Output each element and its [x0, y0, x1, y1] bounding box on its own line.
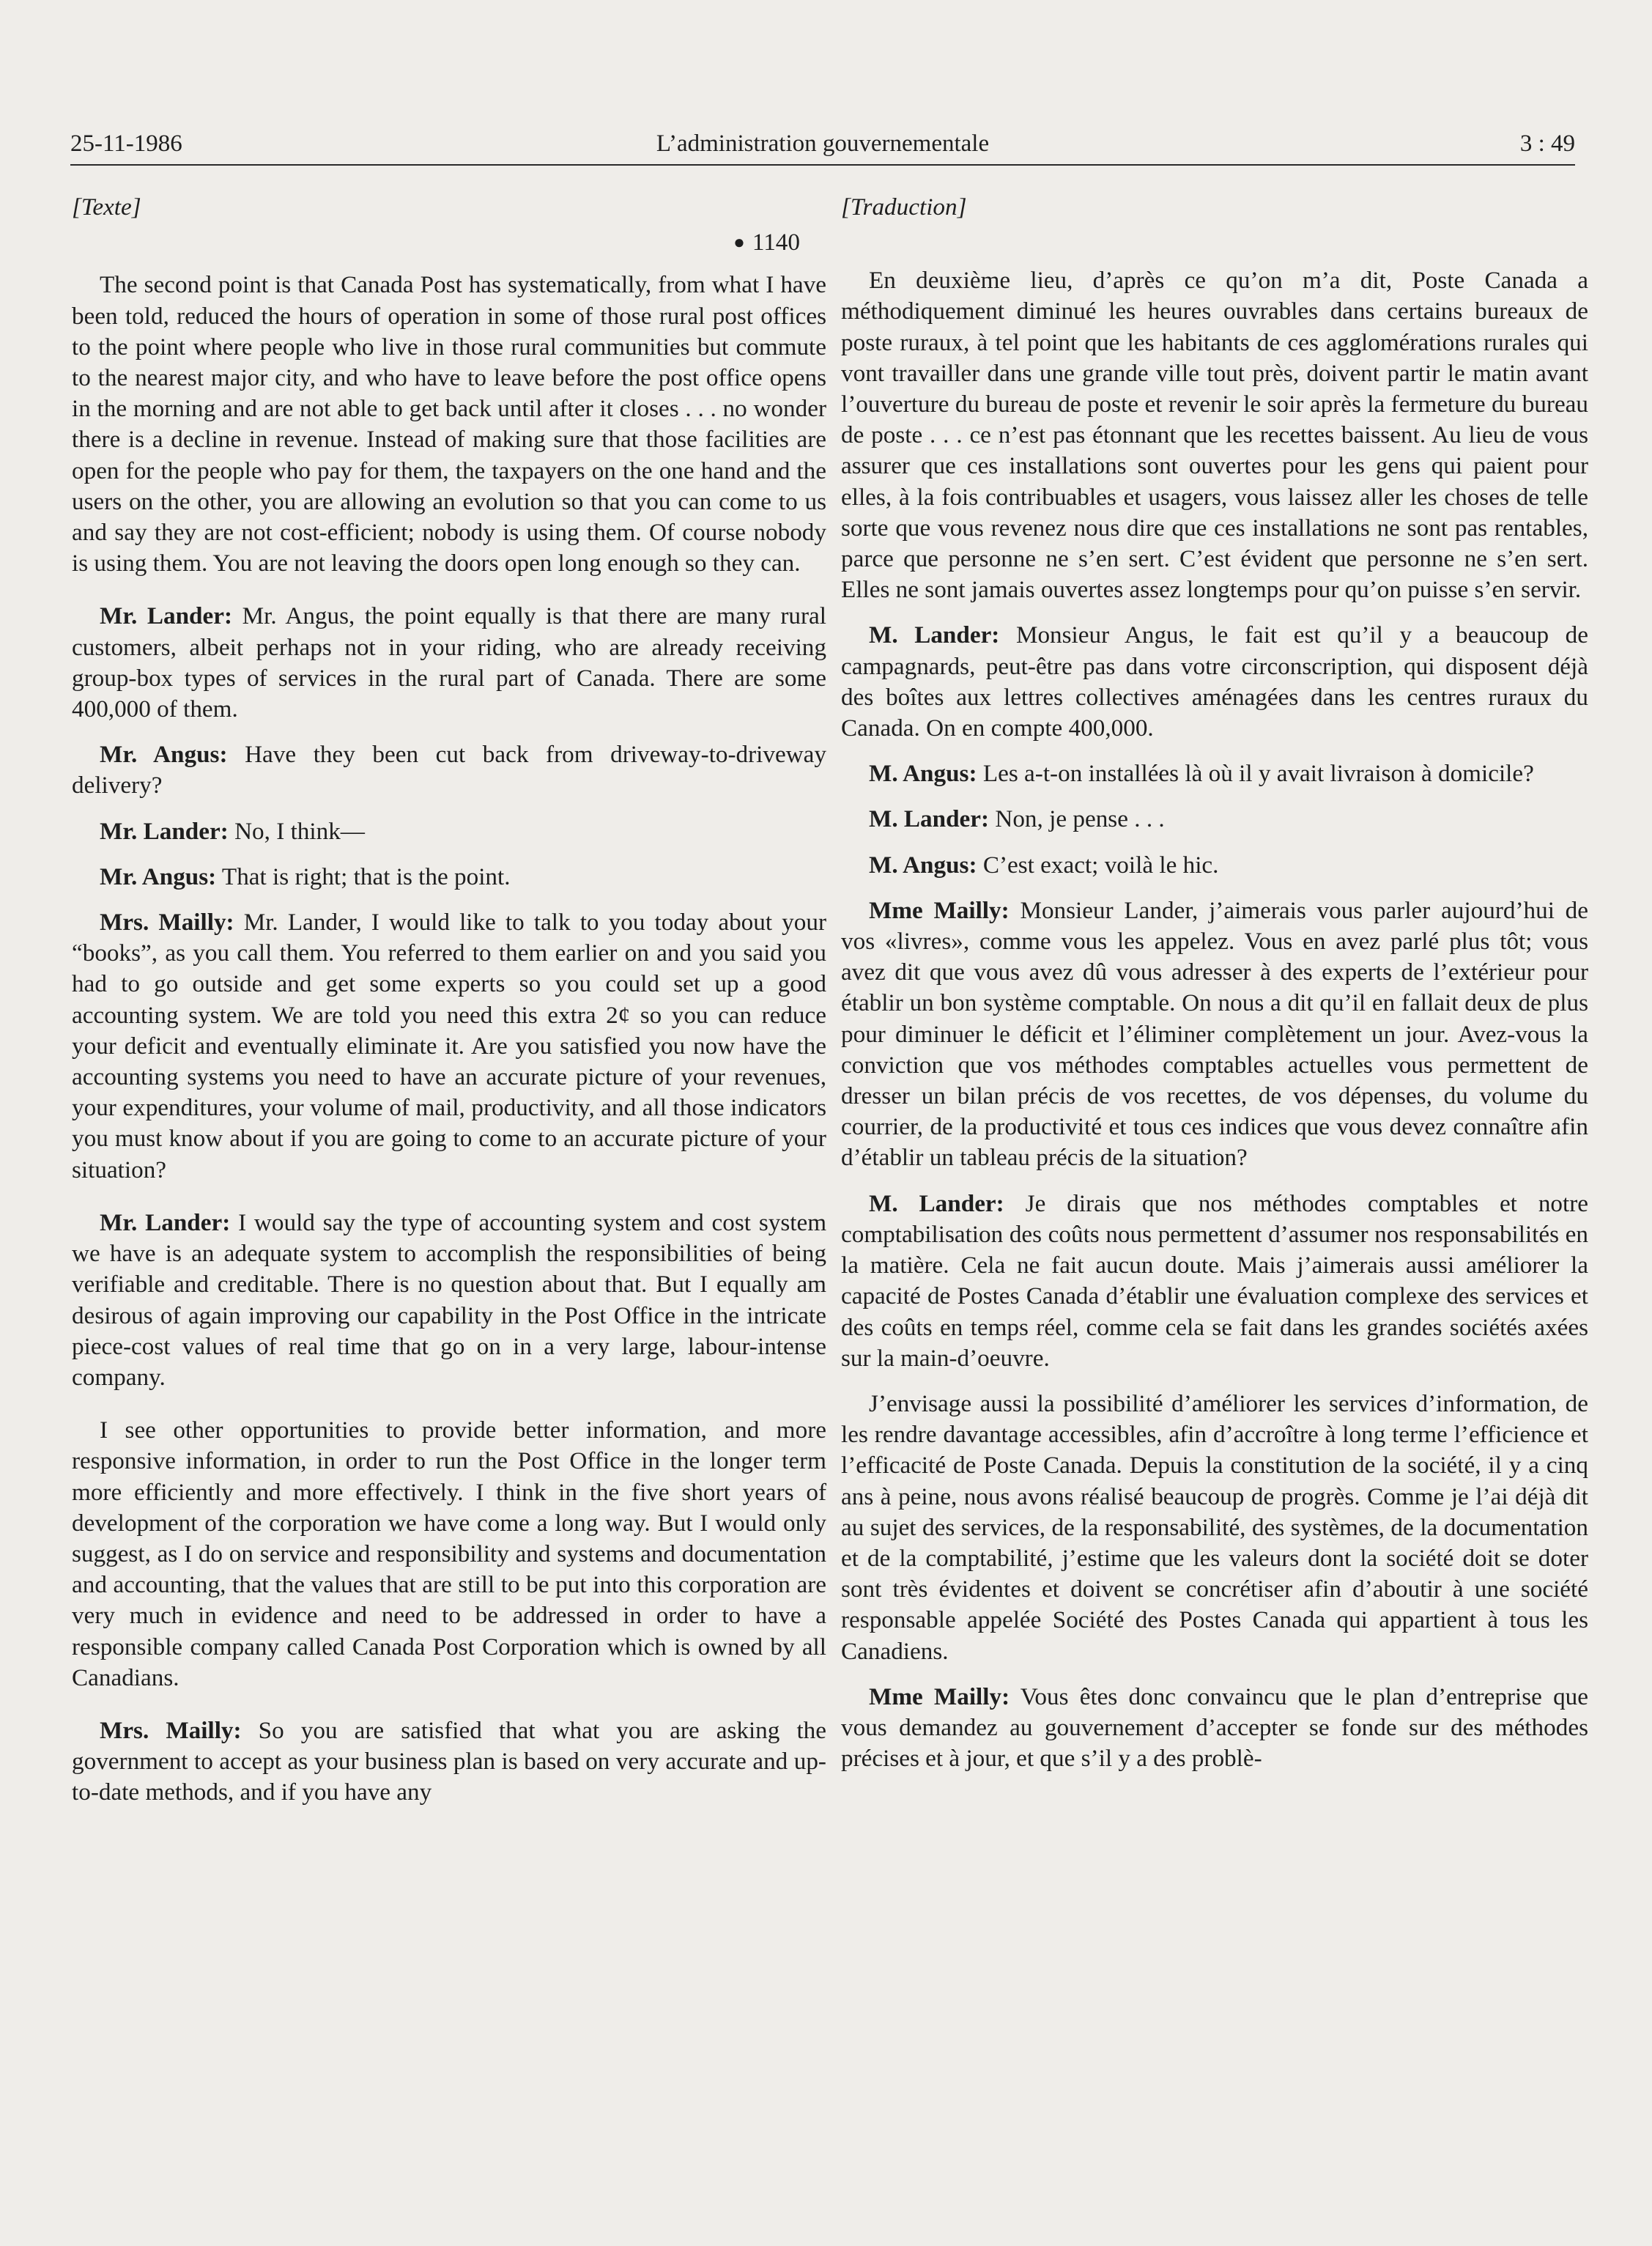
speaker-name: Mrs. Mailly:	[100, 909, 234, 937]
paragraph-text: Monsieur Lander, j’aimerais vous parler aujourd’hui de vos «livres», comme vous les appelez. Vous en avez parlé plus tôt; vous avez dit que vous avez dû vous adresser à des experts de l’extérieur pour établir un bon système comptable. On nous a dit qu’il en fallait deux de plus pour diminuer le déficit et l’éliminer complètement un jour. Avez-vous la conviction que vos méthodes comptables actuelles vous permettent de dresser un bilan précis de vos recettes, de vos dépenses, du volume du courrier, de la productivité et tous ces indices que vous devez connaître afin d’établir un tableau précis de la situation?	[841, 896, 1588, 1172]
paragraph	[72, 1208, 826, 1393]
paragraph	[72, 907, 826, 1186]
paragraph	[841, 804, 1588, 835]
timestamp-marker	[72, 227, 826, 258]
paragraph	[72, 270, 826, 579]
page-header	[70, 125, 1575, 163]
speaker-name: Mr. Angus:	[100, 862, 217, 890]
paragraph	[72, 739, 826, 801]
paragraph	[841, 850, 1588, 881]
paragraph-text: I would say the type of accounting system and cost system we have is an adequate system to accomplish the responsibilities of being verifiable and creditable. There is no question about that. But I equally am desirous of again improving our capability in the Post Office in the intricate piece-cost values of real time that go on in a very large, labour-intense company.	[72, 1208, 827, 1391]
speaker-name: M. Lander:	[869, 621, 1000, 649]
header-page-number: 3 : 49	[1519, 130, 1575, 157]
paragraph	[72, 816, 826, 847]
paragraph-text: Non, je pense . . .	[995, 805, 1165, 833]
translation-marker: [Traduction]	[841, 193, 967, 221]
speaker-name: M. Angus:	[869, 851, 977, 879]
paragraph	[841, 620, 1588, 744]
speaker-name: Mme Mailly:	[869, 896, 1010, 924]
speaker-name: M. Angus:	[869, 760, 977, 788]
right-column-french	[841, 192, 1588, 1774]
paragraph	[72, 862, 826, 893]
paragraph	[841, 895, 1588, 1174]
paragraph	[72, 1415, 826, 1693]
speaker-name: Mr. Lander:	[100, 602, 233, 630]
speaker-name: Mrs. Mailly:	[100, 1716, 242, 1744]
paragraph-text: Have they been cut back from driveway-to-driveway delivery?	[72, 741, 826, 799]
paragraph-text: No, I think—	[234, 817, 365, 845]
speaker-name: Mr. Lander:	[100, 817, 229, 845]
paragraph-text: The second point is that Canada Post has systematically, from what I have been told, reduced the hours of operation in some of those rural post offices to the point where people who live in those rural communities but commute to the nearest major city, and who have to leave before the post office opens in the morning and are not able to get back until after it closes . . . no wonder there is a decline in revenue. Instead of making sure that those facilities are open for the people who pay for them, the taxpayers on the one hand and the users on the other, you are allowing an evolution so that you can come to us and say they are not cost-efficient; nobody is using them. Of course nobody is using them. You are not leaving the doors open long enough so they can.	[72, 271, 826, 577]
paragraph-text: Mr. Angus, the point equally is that there are many rural customers, albeit perhaps not in your riding, who are already receiving group-box types of services in the rural part of Canada. There are some 400,000 of them.	[72, 602, 826, 723]
bullet-icon: ●	[733, 232, 745, 254]
left-column-english	[72, 192, 826, 1809]
speaker-name: Mr. Lander:	[100, 1208, 231, 1236]
timestamp-value: 1140	[752, 229, 800, 256]
paragraph-text: Monsieur Angus, le fait est qu’il y a beaucoup de campagnards, peut-être pas dans votre circonscription, qui disposent déjà des boîtes aux lettres collectives aménagées dans les centres ruraux du Canada. On en compte 400,000.	[841, 621, 1588, 742]
text-marker: [Texte]	[72, 193, 141, 221]
paragraph-text: Je dirais que nos méthodes comptables et notre comptabilisation des coûts nous permettent d’assumer nos responsabilités en la matière. Cela ne fait aucun doute. Mais j’aimerais aussi améliorer la capacité de Postes Canada d’établir une évaluation complexe des services et des coûts en temps réel, comme cela se fait dans les grandes sociétés axées sur la main-d’oeuvre.	[841, 1189, 1589, 1372]
paragraph-text: J’envisage aussi la possibilité d’améliorer les services d’information, de les rendre davantage accessibles, afin d’accroître à long terme l’efficience et l’efficacité de Poste Canada. Depuis la constitution de la société, il y a cinq ans à peine, nous avons réalisé beaucoup de progrès. Comme je l’ai déjà dit au sujet des services, de la responsabilité, des systèmes, de la documentation et de la comptabilité, j’estime que les valeurs dont la société doit se doter sont très évidentes et doivent se concrétiser afin d’aboutir à une société responsable appelée Société des Postes Canada qui appartient à tous les Canadiens.	[841, 1389, 1588, 1665]
speaker-name: M. Lander:	[869, 805, 990, 833]
paragraph	[72, 1715, 826, 1809]
speaker-name: Mr. Angus:	[100, 741, 228, 769]
paragraph-text: En deuxième lieu, d’après ce qu’on m’a dit, Poste Canada a méthodiquement diminué les heures ouvrables dans certains bureaux de poste ruraux, à tel point que les habitants de ces agglomérations rurales qui vont travailler dans une grande ville tout près, doivent partir le matin avant l’ouverture du bureau de poste et revenir le soir après la fermeture du bureau de poste . . . ce n’est pas étonnant que les recettes baissent. Au lieu de vous assurer que ces installations sont ouvertes pour les gens qui paient pour elles, à la fois contribuables et usagers, vous laissez aller les choses de telle sorte que vous revenez nous dire que ces installations ne sont pas rentables, parce que personne ne s’en sert. C’est évident que personne ne s’en sert. Elles ne sont jamais ouvertes assez longtemps pour qu’on puisse s’en servir.	[841, 267, 1588, 604]
paragraph-text: I see other opportunities to provide better information, and more responsive information, in order to run the Post Office in the longer term more efficiently and more effectively. I think in the five short years of development of the corporation we have come a long way. But I would only suggest, as I do on service and responsibility and systems and documentation and accounting, that the values that are still to be put into this corporation are very much in evidence and need to be addressed in order to have a responsible company called Canada Post Corporation which is owned by all Canadians.	[72, 1416, 826, 1691]
paragraph	[841, 1189, 1588, 1374]
translation-marker-label: Traduction	[850, 193, 958, 221]
paragraph-text: That is right; that is the point.	[221, 862, 511, 890]
header-date: 25-11-1986	[70, 130, 182, 157]
paragraph-text: Vous êtes donc convaincu que le plan d’entreprise que vous demandez au gouvernement d’accepter se fonde sur des méthodes précises et à jour, et que s’il y a des problè-	[841, 1682, 1588, 1773]
paragraph	[841, 1682, 1588, 1775]
paragraph-text: Les a-t-on installées là où il y avait livraison à domicile?	[982, 760, 1534, 788]
paragraph-text: C’est exact; voilà le hic.	[982, 851, 1219, 879]
paragraph	[72, 601, 826, 725]
paragraph-text: Mr. Lander, I would like to talk to you today about your “books”, as you call them. You referred to them earlier on and you said you had to go outside and get some experts so you could set up a good accounting system. We are told you need this extra 2¢ so you can reduce your deficit and eventually eliminate it. Are you satisfied you now have the accounting systems you need to have an accurate picture of your revenues, your expenditures, your volume of mail, productivity, and all those indicators you must know about if you are going to come to an accurate picture of your situation?	[72, 909, 826, 1183]
speaker-name: Mme Mailly:	[869, 1682, 1010, 1710]
paragraph	[841, 1389, 1588, 1667]
text-marker-label: Texte	[81, 193, 132, 221]
header-rule	[70, 164, 1575, 166]
header-title: L’administration gouvernementale	[656, 130, 990, 157]
paragraph	[841, 758, 1588, 789]
paragraph-text: So you are satisfied that what you are asking the government to accept as your business plan is based on very accurate and up-to-date methods, and if you have any	[72, 1716, 826, 1806]
paragraph	[841, 265, 1588, 605]
speaker-name: M. Lander:	[869, 1189, 1004, 1217]
